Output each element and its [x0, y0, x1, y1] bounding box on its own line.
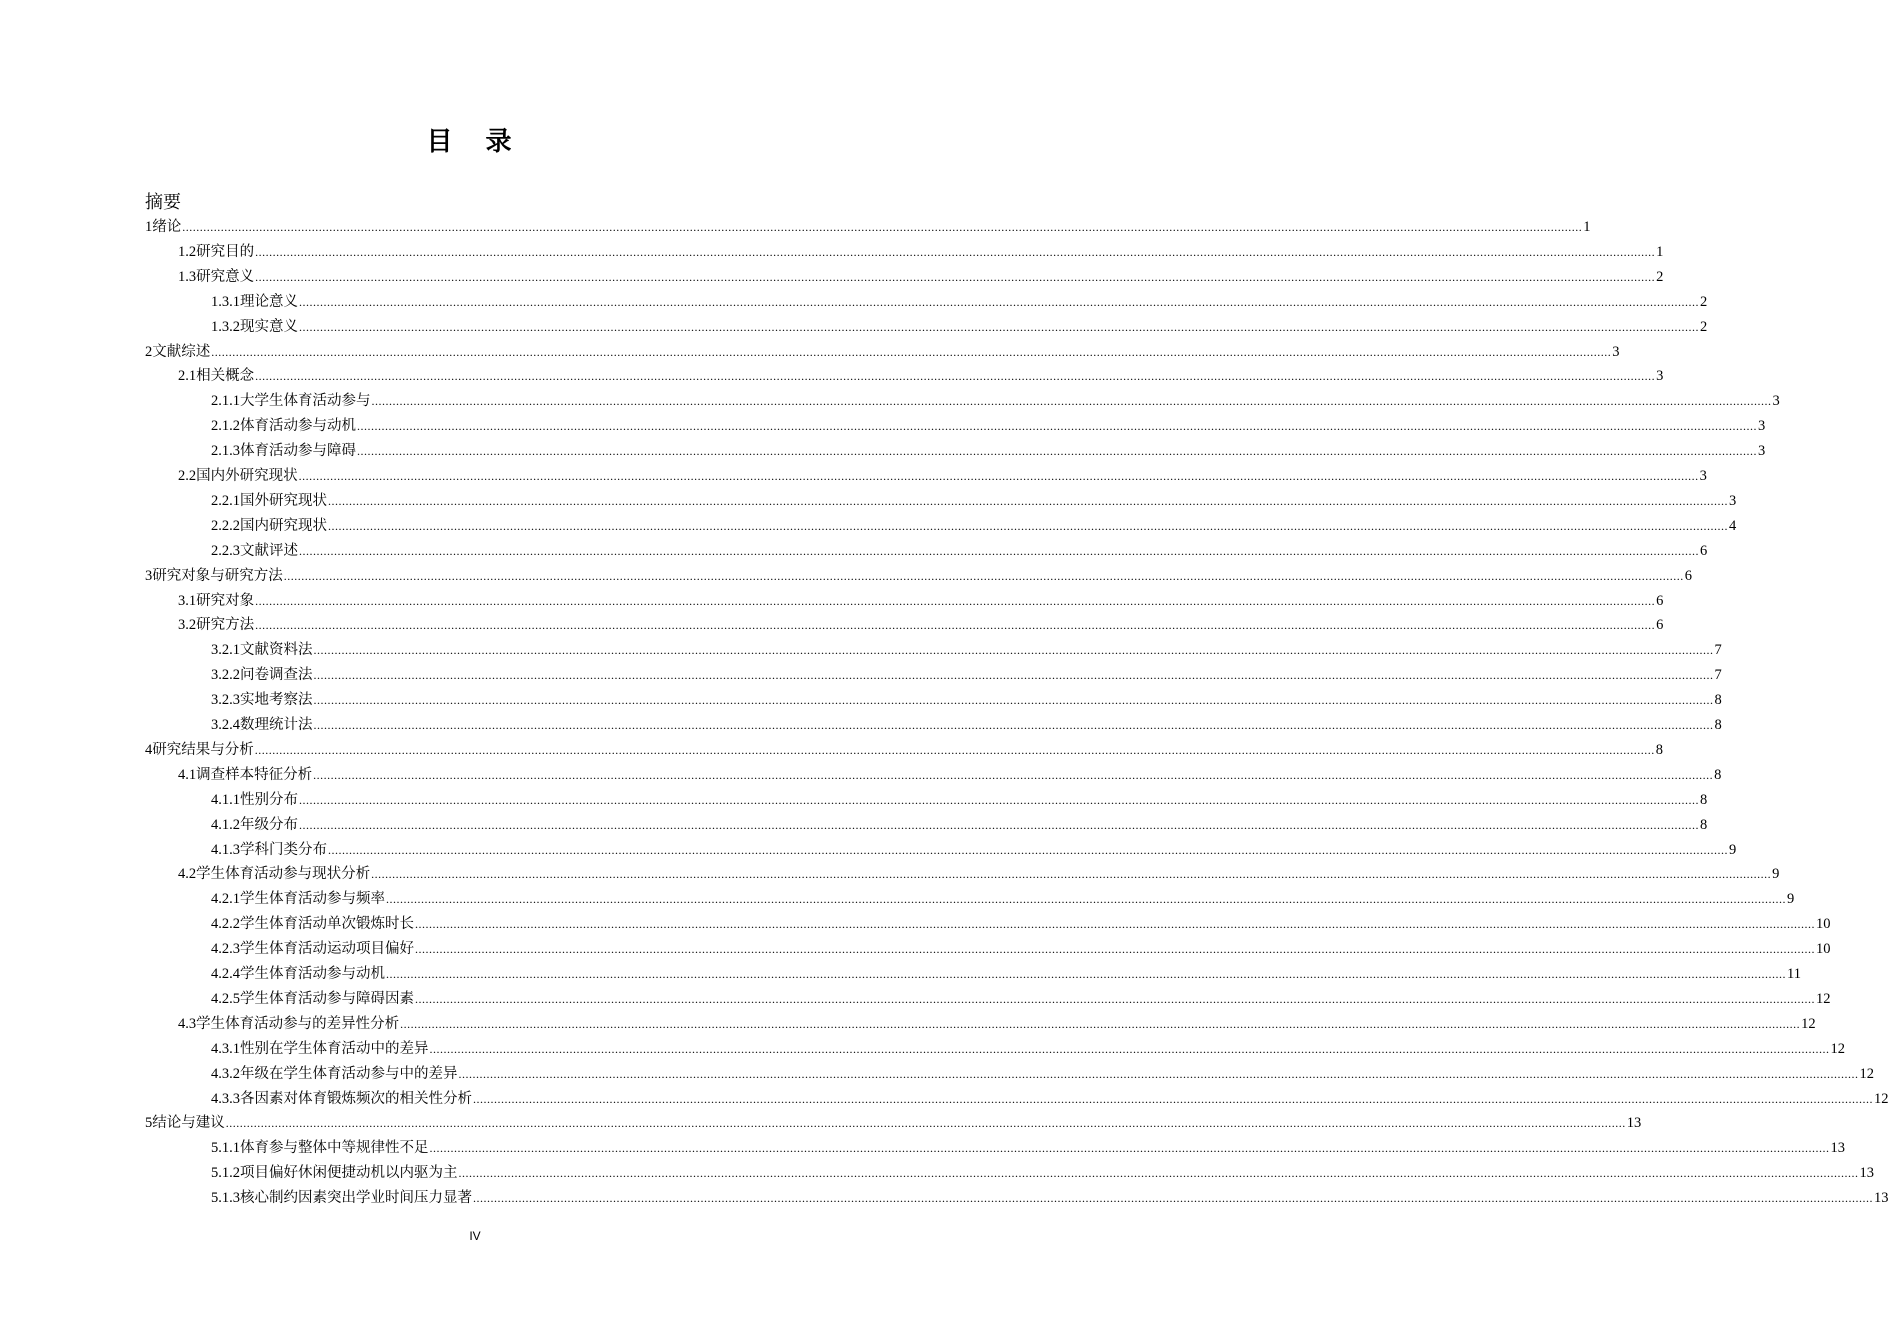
toc-entry-number: 2.1 — [178, 368, 197, 385]
toc-dot-leader: ................................................................................................................................................................................................................................................................................................................................................................................................................ — [328, 842, 1728, 857]
toc-entry-page-number: 1 — [1656, 243, 1664, 260]
toc-entry[interactable] — [211, 489, 1737, 513]
toc-entry-page-number: 8 — [1700, 791, 1708, 808]
toc-entry-page-number: 8 — [1714, 766, 1722, 783]
toc-entry-page-number: 7 — [1714, 642, 1722, 659]
toc-dot-leader: ................................................................................................................................................................................................................................................................................................................................................................................................................ — [328, 518, 1728, 533]
toc-entry-title: 数理统计法 — [240, 717, 313, 733]
toc-entry[interactable] — [145, 340, 1620, 364]
toc-entry[interactable] — [211, 1062, 1874, 1086]
toc-dot-leader: ................................................................................................................................................................................................................................................................................................................................................................................................................ — [328, 493, 1728, 508]
toc-dot-leader: ................................................................................................................................................................................................................................................................................................................................................................................................................ — [182, 220, 1583, 234]
toc-entry[interactable] — [178, 763, 1722, 787]
toc-dot-leader: ................................................................................................................................................................................................................................................................................................................................................................................................................ — [400, 1016, 1801, 1031]
toc-entry-page-number: 1 — [1583, 219, 1591, 235]
toc-entry[interactable] — [211, 414, 1766, 438]
toc-entry-title: 国外研究现状 — [240, 492, 327, 509]
toc-entry-number: 3 — [145, 567, 153, 584]
toc-entry[interactable] — [211, 539, 1708, 563]
toc-entry-number: 4.3.2 — [211, 1065, 240, 1082]
toc-entry-number: 4.2.3 — [211, 941, 240, 958]
toc-entry-title: 体育活动参与障碍 — [240, 443, 356, 460]
toc-entry-number: 1 — [145, 219, 153, 235]
toc-dot-leader: ................................................................................................................................................................................................................................................................................................................................................................................................................ — [415, 917, 1815, 932]
toc-entry[interactable] — [211, 912, 1831, 936]
toc-entry-title: 性别分布 — [240, 791, 298, 808]
toc-dot-leader: ................................................................................................................................................................................................................................................................................................................................................................................................................ — [371, 394, 1772, 409]
toc-entry-page-number: 9 — [1787, 891, 1795, 908]
toc-entry-page-number: 10 — [1816, 941, 1831, 958]
toc-entry-number: 5.1.2 — [211, 1165, 240, 1182]
toc-entry-title: 学生体育活动参与的差异性分析 — [196, 1015, 400, 1032]
toc-entry-number: 1.3 — [178, 268, 197, 285]
toc-entry-title: 学科门类分布 — [240, 841, 327, 858]
toc-entry-title: 学生体育活动参与现状分析 — [196, 866, 371, 883]
toc-entry[interactable] — [211, 290, 1708, 314]
toc-dot-leader: ................................................................................................................................................................................................................................................................................................................................................................................................................ — [429, 1141, 1830, 1156]
toc-entry-title: 相关概念 — [196, 368, 255, 385]
toc-entry[interactable] — [211, 962, 1801, 986]
toc-entry-number: 1.2 — [178, 243, 197, 260]
toc-entry[interactable] — [211, 838, 1737, 862]
toc-dot-leader: ................................................................................................................................................................................................................................................................................................................................................................................................................ — [255, 593, 1656, 608]
toc-entry[interactable] — [211, 887, 1795, 911]
toc-dot-leader: ................................................................................................................................................................................................................................................................................................................................................................................................................ — [371, 867, 1772, 882]
toc-entry-page-number: 13 — [1830, 1140, 1845, 1157]
toc-entry-page-number: 8 — [1714, 692, 1722, 709]
toc-entry-title: 研究结果与分析 — [152, 741, 254, 758]
toc-dot-leader: ................................................................................................................................................................................................................................................................................................................................................................................................................ — [415, 942, 1815, 957]
toc-entry[interactable] — [145, 1111, 1642, 1135]
toc-dot-leader: ................................................................................................................................................................................................................................................................................................................................................................................................................ — [211, 344, 1612, 359]
toc-entry-number: 4.2.2 — [211, 916, 240, 933]
toc-entry[interactable] — [145, 215, 1591, 239]
toc-entry-page-number: 3 — [1656, 368, 1664, 385]
toc-entry-title: 文献评述 — [240, 542, 298, 559]
toc-entry-page-number: 8 — [1655, 741, 1663, 758]
toc-entry[interactable] — [211, 788, 1708, 812]
toc-entry-title: 大学生体育活动参与 — [240, 393, 371, 410]
toc-entry-title: 学生体育活动参与动机 — [240, 966, 385, 982]
toc-dot-leader: ................................................................................................................................................................................................................................................................................................................................................................................................................ — [299, 543, 1699, 558]
toc-entry-page-number: 8 — [1700, 816, 1708, 833]
toc-entry-page-number: 8 — [1714, 717, 1722, 733]
toc-entry-page-number: 7 — [1714, 667, 1722, 684]
toc-entry-number: 5.1.1 — [211, 1140, 240, 1157]
toc-entry-number: 4.1.2 — [211, 816, 240, 833]
toc-entry-title: 核心制约因素突出学业时间压力显著 — [240, 1190, 472, 1207]
toc-entry-number: 4.2.4 — [211, 966, 240, 982]
toc-entry[interactable] — [178, 464, 1707, 488]
toc-entry-number: 4.2.5 — [211, 990, 240, 1007]
toc-entry-page-number: 13 — [1859, 1165, 1874, 1182]
toc-dot-leader: ................................................................................................................................................................................................................................................................................................................................................................................................................ — [357, 419, 1757, 434]
toc-entry-number: 4.1.3 — [211, 841, 240, 858]
toc-entry-title: 结论与建议 — [152, 1115, 225, 1132]
toc-entry-title: 研究对象 — [196, 592, 255, 609]
toc-dot-leader: ................................................................................................................................................................................................................................................................................................................................................................................................................ — [299, 319, 1699, 334]
toc-entry-title: 学生体育活动单次锻炼时长 — [240, 916, 414, 933]
toc-dot-leader: ................................................................................................................................................................................................................................................................................................................................................................................................................ — [313, 668, 1714, 683]
toc-entry[interactable] — [178, 589, 1664, 613]
toc-entry-title: 实地考察法 — [240, 692, 313, 709]
toc-dot-leader: ................................................................................................................................................................................................................................................................................................................................................................................................................ — [255, 618, 1656, 633]
toc-entry-page-number: 6 — [1656, 617, 1664, 634]
toc-entry-page-number: 2 — [1700, 293, 1708, 310]
toc-dot-leader: ................................................................................................................................................................................................................................................................................................................................................................................................................ — [298, 469, 1699, 483]
toc-entry-title: 文献资料法 — [240, 642, 313, 659]
toc-abstract-heading: 摘要 — [145, 192, 181, 213]
toc-dot-leader: ................................................................................................................................................................................................................................................................................................................................................................................................................ — [386, 892, 1786, 907]
toc-entry-number: 4.3 — [178, 1015, 197, 1032]
toc-entry-number: 3.1 — [178, 592, 197, 609]
toc-entry-page-number: 12 — [1830, 1040, 1845, 1057]
toc-dot-leader: ................................................................................................................................................................................................................................................................................................................................................................................................................ — [299, 294, 1699, 309]
toc-entry-title: 绪论 — [152, 219, 182, 235]
page-number-footer: IV — [469, 1229, 481, 1243]
toc-dot-leader: ................................................................................................................................................................................................................................................................................................................................................................................................................ — [255, 369, 1656, 384]
toc-entry-number: 2.1.2 — [211, 418, 240, 435]
toc-entry-number: 1.3.1 — [211, 293, 240, 310]
toc-dot-leader: ................................................................................................................................................................................................................................................................................................................................................................................................................ — [313, 718, 1714, 732]
toc-entry-title: 研究对象与研究方法 — [152, 567, 283, 584]
toc-entry-number: 4.3.1 — [211, 1040, 240, 1057]
toc-dot-leader: ................................................................................................................................................................................................................................................................................................................................................................................................................ — [473, 1191, 1873, 1206]
toc-entry[interactable] — [211, 315, 1708, 339]
toc-entry-title: 文献综述 — [152, 343, 211, 360]
toc-entry-number: 4.1.1 — [211, 791, 240, 808]
toc-entry-number: 2.1.1 — [211, 393, 240, 410]
toc-entry-page-number: 6 — [1656, 592, 1664, 609]
toc-entry-number: 2.2 — [178, 468, 197, 484]
toc-entry[interactable] — [211, 937, 1831, 961]
toc-entry-title: 性别在学生体育活动中的差异 — [240, 1040, 429, 1057]
toc-entry-page-number: 3 — [1772, 393, 1780, 410]
toc-entry[interactable] — [211, 813, 1708, 837]
toc-entry-number: 2.2.1 — [211, 492, 240, 509]
toc-entry[interactable] — [211, 389, 1780, 413]
toc-entry-title: 研究目的 — [196, 243, 255, 260]
toc-entry[interactable] — [211, 1161, 1874, 1185]
toc-entry-page-number: 3 — [1729, 492, 1737, 509]
toc-entry[interactable] — [211, 1186, 1889, 1210]
toc-entry-title: 调查样本特征分析 — [196, 766, 313, 783]
toc-dot-leader: ................................................................................................................................................................................................................................................................................................................................................................................................................ — [254, 742, 1655, 757]
toc-entry-page-number: 6 — [1684, 567, 1692, 584]
toc-dot-leader: ................................................................................................................................................................................................................................................................................................................................................................................................................ — [473, 1091, 1873, 1106]
toc-dot-leader: ................................................................................................................................................................................................................................................................................................................................................................................................................ — [313, 767, 1714, 782]
toc-entry-number: 3.2.3 — [211, 692, 240, 709]
toc-entry-number: 3.2.2 — [211, 667, 240, 684]
toc-entry-title: 理论意义 — [240, 293, 298, 310]
toc-dot-leader: ................................................................................................................................................................................................................................................................................................................................................................................................................ — [225, 1116, 1626, 1131]
toc-entry[interactable] — [178, 613, 1664, 637]
toc-entry-title: 项目偏好休闲便捷动机以内驱为主 — [240, 1165, 458, 1182]
toc-entry-page-number: 9 — [1772, 866, 1780, 883]
toc-dot-leader: ................................................................................................................................................................................................................................................................................................................................................................................................................ — [283, 568, 1684, 583]
toc-dot-leader: ................................................................................................................................................................................................................................................................................................................................................................................................................ — [255, 269, 1656, 284]
toc-entry-title: 问卷调查法 — [240, 667, 313, 684]
toc-entry-title: 年级在学生体育活动参与中的差异 — [240, 1065, 458, 1082]
toc-dot-leader: ................................................................................................................................................................................................................................................................................................................................................................................................................ — [299, 817, 1699, 832]
toc-entry-page-number: 9 — [1729, 841, 1737, 858]
toc-dot-leader: ................................................................................................................................................................................................................................................................................................................................................................................................................ — [313, 643, 1714, 658]
toc-entry-number: 3.2 — [178, 617, 197, 634]
toc-entry-number: 5 — [145, 1115, 153, 1132]
toc-entry[interactable] — [211, 1087, 1889, 1111]
toc-dot-leader: ................................................................................................................................................................................................................................................................................................................................................................................................................ — [357, 444, 1757, 459]
toc-entry-page-number: 11 — [1787, 966, 1801, 982]
toc-dot-leader: ................................................................................................................................................................................................................................................................................................................................................................................................................ — [415, 991, 1815, 1006]
toc-dot-leader: ................................................................................................................................................................................................................................................................................................................................................................................................................ — [429, 1041, 1830, 1056]
toc-entry-page-number: 3 — [1758, 418, 1766, 435]
toc-entry-number: 2.2.3 — [211, 542, 240, 559]
toc-entry-title: 学生体育活动参与障碍因素 — [240, 990, 414, 1007]
toc-entry-page-number: 2 — [1700, 318, 1708, 335]
toc-entry-page-number: 4 — [1729, 517, 1737, 534]
toc-entry-title: 各因素对体育锻炼频次的相关性分析 — [240, 1090, 472, 1107]
toc-entry[interactable] — [145, 564, 1692, 588]
toc-entry-page-number: 3 — [1699, 468, 1707, 484]
toc-entry-title: 国内外研究现状 — [196, 468, 298, 484]
toc-dot-leader: ................................................................................................................................................................................................................................................................................................................................................................................................................ — [255, 244, 1656, 259]
toc-entry-number: 3.2.4 — [211, 717, 240, 733]
toc-entry-page-number: 12 — [1816, 990, 1831, 1007]
toc-entry-number: 5.1.3 — [211, 1190, 240, 1207]
page-title: 目 录 — [426, 127, 524, 157]
toc-entry-page-number: 3 — [1758, 443, 1766, 460]
toc-entry-number: 4.1 — [178, 766, 197, 783]
toc-entry[interactable] — [211, 663, 1722, 687]
toc-entry-number: 4.2 — [178, 866, 197, 883]
toc-entry-number: 4 — [145, 741, 153, 758]
toc-entry-title: 体育活动参与动机 — [240, 418, 356, 435]
toc-entry[interactable] — [211, 439, 1766, 463]
toc-dot-leader: ................................................................................................................................................................................................................................................................................................................................................................................................................ — [386, 967, 1786, 981]
toc-entry[interactable] — [211, 1037, 1845, 1061]
toc-entry-title: 体育参与整体中等规律性不足 — [240, 1140, 429, 1157]
toc-entry[interactable] — [178, 265, 1664, 289]
toc-entry-page-number: 3 — [1612, 343, 1620, 360]
toc-dot-leader: ................................................................................................................................................................................................................................................................................................................................................................................................................ — [458, 1166, 1859, 1181]
toc-entry[interactable] — [211, 638, 1722, 662]
toc-entry-title: 研究方法 — [196, 617, 255, 634]
toc-entry-page-number: 12 — [1801, 1015, 1816, 1032]
toc-entry[interactable] — [145, 738, 1663, 762]
toc-entry-number: 2.2.2 — [211, 517, 240, 534]
toc-entry[interactable] — [178, 1012, 1816, 1036]
toc-entry-title: 学生体育活动运动项目偏好 — [240, 941, 414, 958]
toc-entry[interactable] — [211, 688, 1722, 712]
toc-entry-title: 学生体育活动参与频率 — [240, 891, 385, 908]
toc-entry[interactable] — [178, 364, 1664, 388]
toc-entry-title: 年级分布 — [240, 816, 298, 833]
toc-entry[interactable] — [211, 713, 1722, 737]
toc-entry-title: 现实意义 — [240, 318, 298, 335]
toc-entry-page-number: 6 — [1700, 542, 1708, 559]
toc-entry-number: 3.2.1 — [211, 642, 240, 659]
toc-entry-page-number: 2 — [1656, 268, 1664, 285]
toc-entry-page-number: 10 — [1816, 916, 1831, 933]
toc-dot-leader: ................................................................................................................................................................................................................................................................................................................................................................................................................ — [313, 693, 1714, 708]
toc-entry-number: 1.3.2 — [211, 318, 240, 335]
toc-dot-leader: ................................................................................................................................................................................................................................................................................................................................................................................................................ — [299, 792, 1699, 807]
toc-entry-title: 国内研究现状 — [240, 517, 327, 534]
toc-entry[interactable] — [211, 987, 1831, 1011]
toc-entry-page-number: 12 — [1874, 1090, 1889, 1107]
toc-entry[interactable] — [178, 862, 1780, 886]
toc-dot-leader: ................................................................................................................................................................................................................................................................................................................................................................................................................ — [458, 1066, 1859, 1081]
toc-entry-number: 2 — [145, 343, 153, 360]
toc-entry-number: 2.1.3 — [211, 443, 240, 460]
toc-entry[interactable] — [178, 240, 1664, 264]
toc-entry-page-number: 13 — [1626, 1115, 1642, 1132]
toc-entry-title: 研究意义 — [196, 268, 255, 285]
toc-entry[interactable] — [211, 1136, 1845, 1160]
toc-entry-page-number: 12 — [1859, 1065, 1874, 1082]
toc-entry[interactable] — [211, 514, 1737, 538]
toc-entry-page-number: 13 — [1874, 1190, 1889, 1207]
toc-entry-number: 4.3.3 — [211, 1090, 240, 1107]
toc-entry-number: 4.2.1 — [211, 891, 240, 908]
